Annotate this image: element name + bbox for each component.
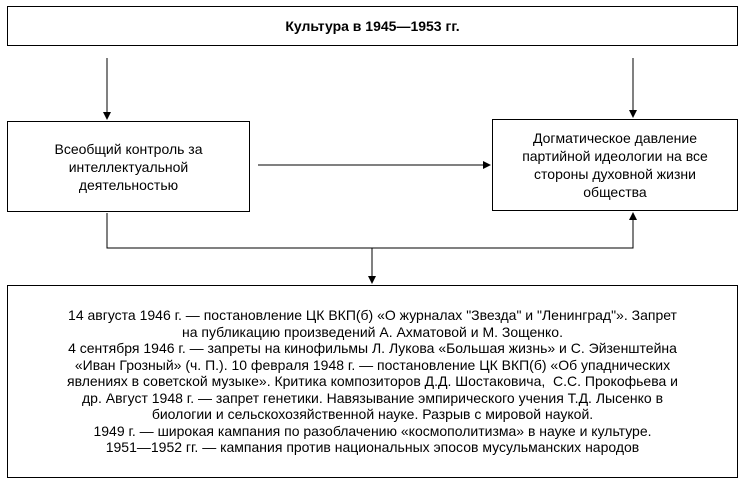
left-box xyxy=(7,121,250,212)
left-box-text xyxy=(54,140,202,194)
left-box-line: Всеобщий контроль за xyxy=(54,140,203,157)
right-box xyxy=(492,119,738,211)
left-box-line: интеллектуальной xyxy=(68,158,189,175)
bottom-box-line: 1951—1952 гг. — кампания против национальных эпосов мусульманских народов xyxy=(105,439,640,456)
bottom-box-line: 4 сентября 1946 г. — запреты на кинофильмы Л. Лукова «Большая жизнь» и С. Эйзенштейна xyxy=(68,340,677,357)
right-box-line: Догматическое давление xyxy=(532,130,698,146)
bottom-box-line: 1949 г. — широкая кампания по разоблачению «космополитизма» в науке и культуре. xyxy=(93,422,652,439)
right-box-text xyxy=(522,129,708,201)
connector-left-to-right-bottom xyxy=(107,213,633,248)
bottom-box-line: биологии и сельскохозяйственной науке. Разрыв с мировой наукой. xyxy=(151,406,594,423)
bottom-box xyxy=(7,285,738,478)
right-box-line: партийной идеологии на все xyxy=(522,148,708,164)
title-box xyxy=(7,6,738,46)
right-box-line: общества xyxy=(583,184,647,200)
right-box-line: стороны духовной жизни xyxy=(534,166,696,182)
bottom-box-line: др. Август 1948 г. — запрет генетики. Навязывание эмпирического учения Т.Д. Лысенко в xyxy=(82,389,663,406)
bottom-box-line: явлениях в советской музыке». Критика композиторов Д.Д. Шостаковича, С.С. Прокофьева и xyxy=(67,373,678,390)
bottom-box-line: 14 августа 1946 г. — постановление ЦК ВКП(б) «О журналах "Звезда" и "Ленинград"». Запрет xyxy=(68,307,677,324)
bottom-box-line: на публикацию произведений А. Ахматовой и М. Зощенко. xyxy=(182,323,563,340)
left-box-line: деятельностью xyxy=(78,176,179,193)
title-text: Культура в 1945—1953 гг. xyxy=(285,18,460,34)
bottom-box-line: «Иван Грозный» (ч. П.). 10 февраля 1948 г. — постановление ЦК ВКП(б) «Об упаднических xyxy=(74,356,671,373)
